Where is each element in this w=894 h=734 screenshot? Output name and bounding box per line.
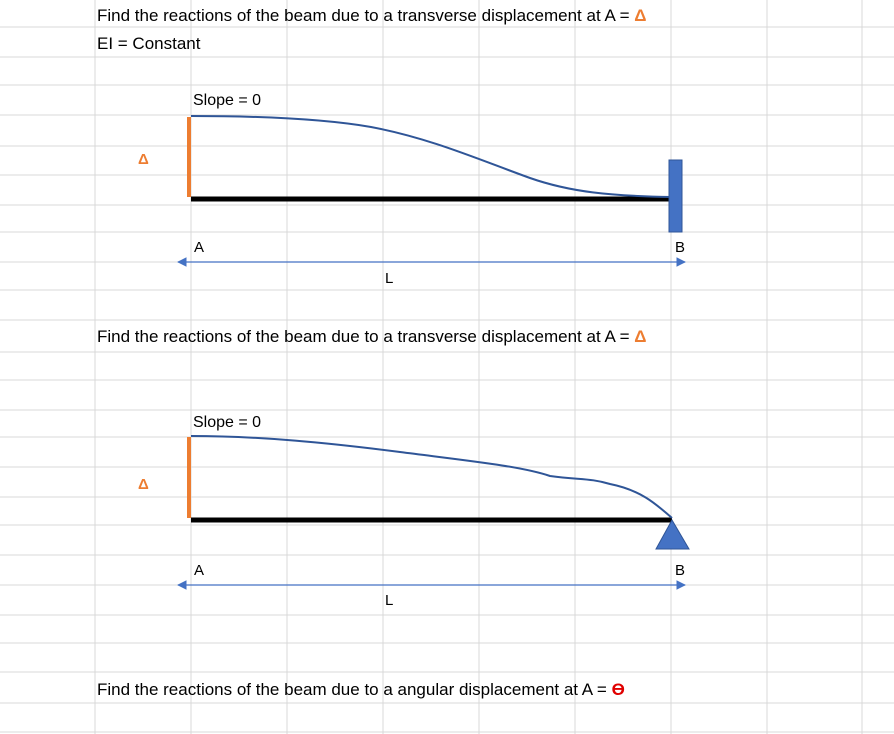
problem1-title xyxy=(97,7,646,24)
delta-symbol: Δ xyxy=(634,327,647,346)
ei-constant-label: EI = Constant xyxy=(97,34,201,53)
deflected-shape-curve xyxy=(191,436,672,518)
point-b-label: B xyxy=(675,562,686,579)
theta-symbol: ϴ xyxy=(611,680,625,699)
problem2-title xyxy=(97,328,646,345)
fixed-support-b xyxy=(669,160,682,232)
delta-side-label: Δ xyxy=(138,151,149,168)
point-b-label: B xyxy=(675,239,686,256)
slope-label: Slope = 0 xyxy=(193,414,262,431)
beam-diagram-pinned xyxy=(178,436,689,585)
problem3-title-text: Find the reactions of the beam due to a angular displacement at A = xyxy=(97,680,612,699)
problem1-title-text: Find the reactions of the beam due to a transverse displacement at A = xyxy=(97,6,635,25)
delta-symbol: Δ xyxy=(634,6,647,25)
delta-side-label: Δ xyxy=(138,476,149,493)
length-label: L xyxy=(385,270,394,287)
point-a-label: A xyxy=(194,562,205,579)
point-a-label: A xyxy=(194,239,205,256)
slope-label: Slope = 0 xyxy=(193,92,262,109)
length-label: L xyxy=(385,592,394,609)
deflected-shape-curve xyxy=(191,116,672,197)
problem2-title-text: Find the reactions of the beam due to a transverse displacement at A = xyxy=(97,327,635,346)
pin-support-b xyxy=(656,520,689,549)
problem3-title xyxy=(97,681,625,698)
beam-diagram-fixed xyxy=(178,116,685,262)
